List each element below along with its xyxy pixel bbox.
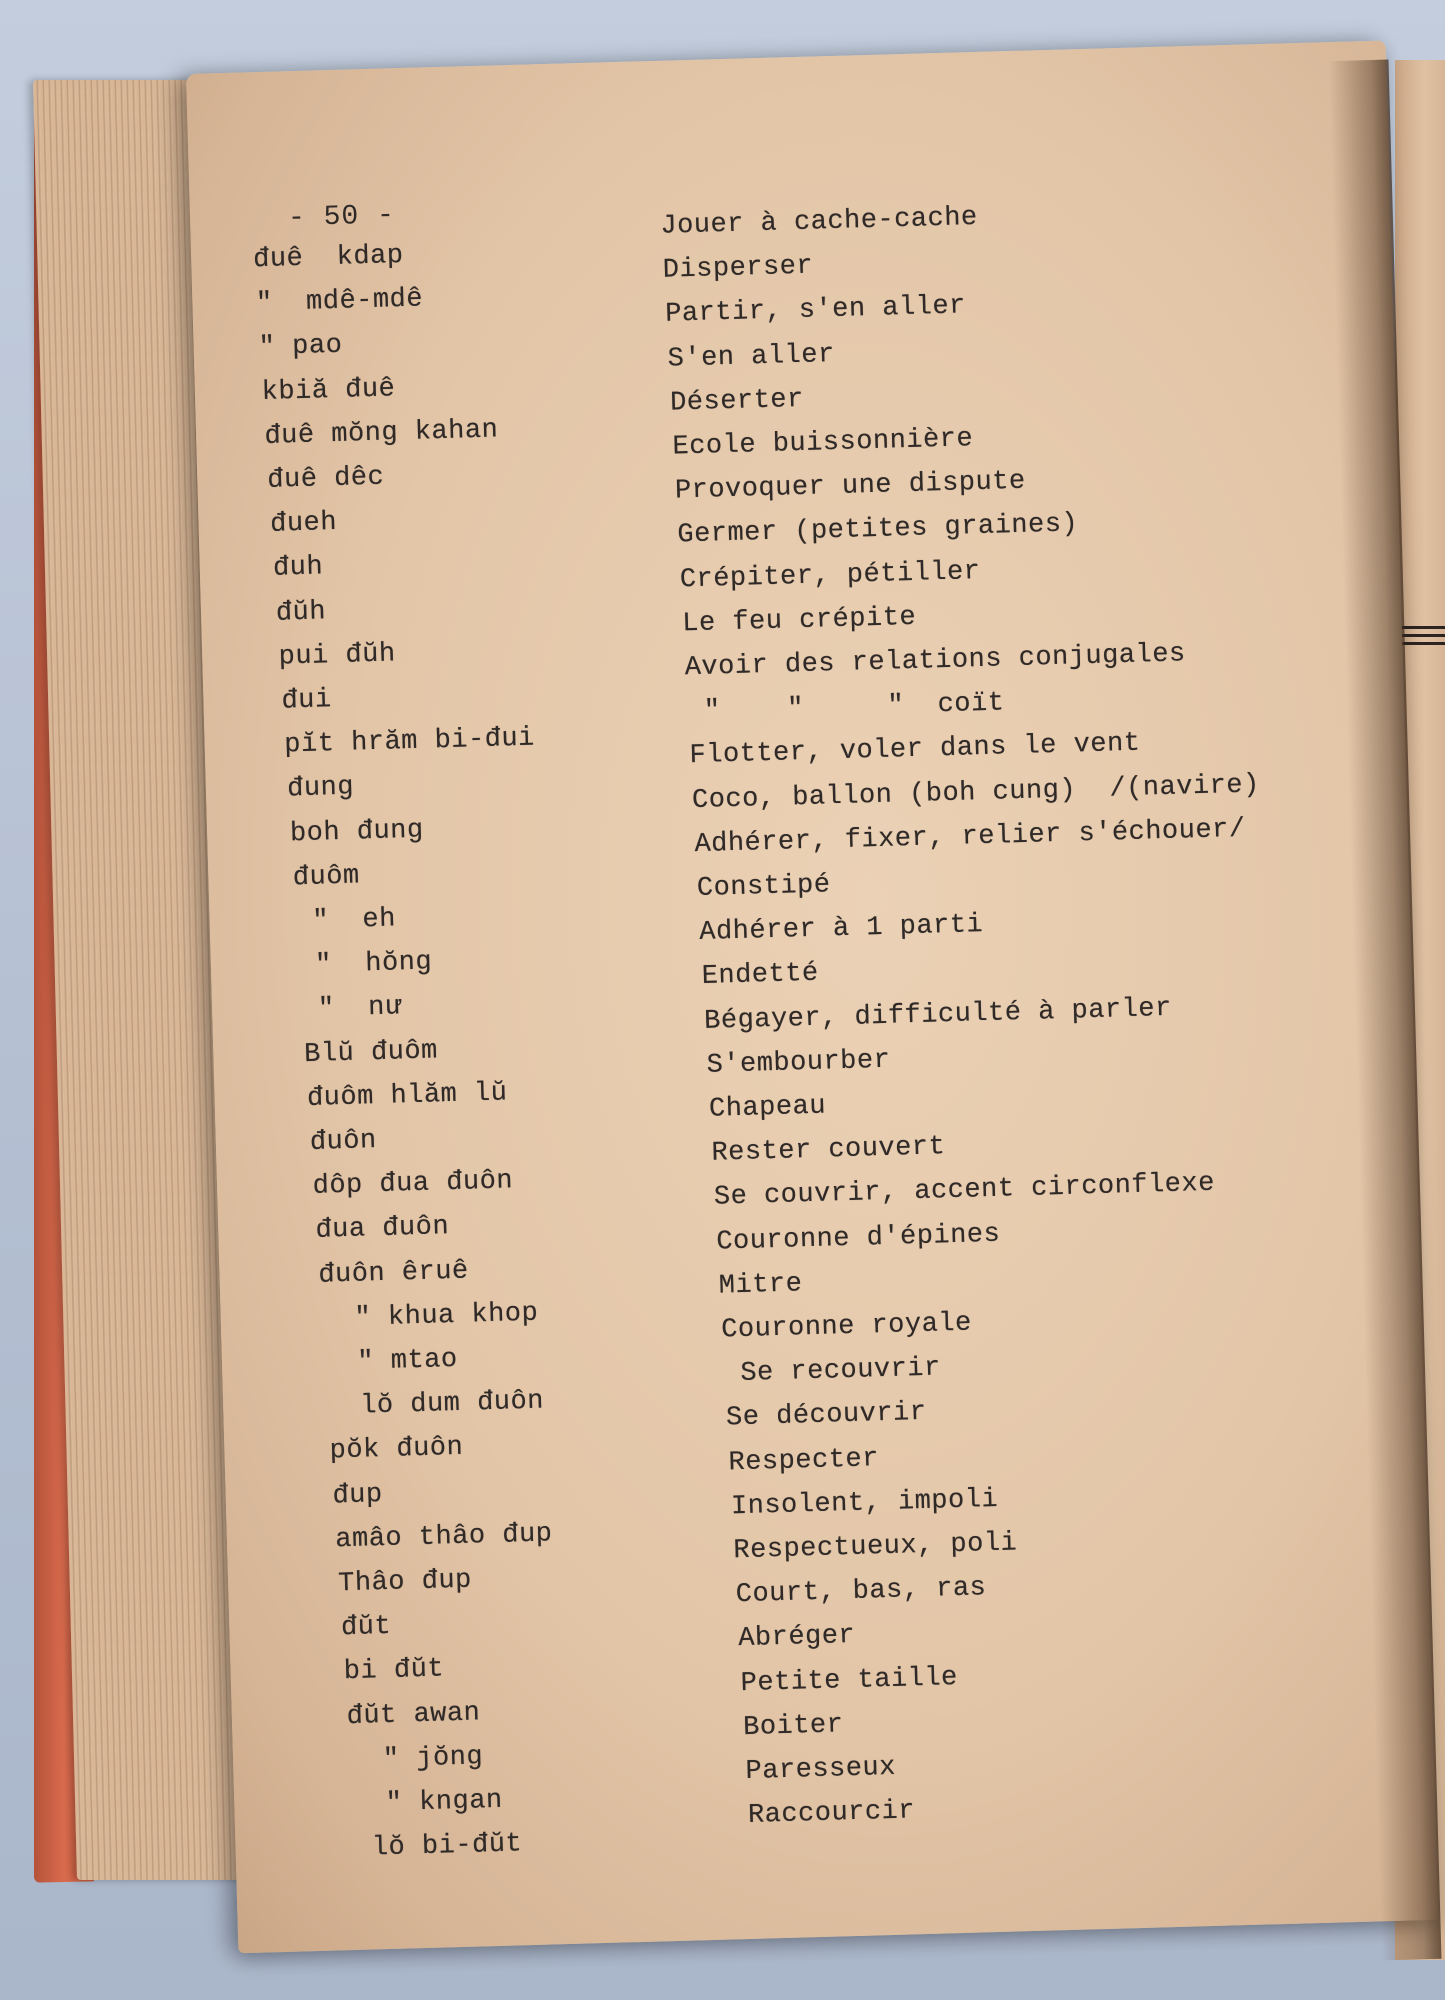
entry-meaning: Chapeau: [708, 1091, 827, 1125]
entry-term: đuôn: [309, 1126, 378, 1158]
entry-term: đuôm hlăm lŭ: [306, 1078, 508, 1114]
entry-term: đuôm: [292, 861, 361, 894]
entry-term: bi đŭt: [343, 1654, 445, 1688]
entry-meaning: Petite taille: [740, 1662, 959, 1699]
entry-term: kbiă đuê: [261, 373, 396, 408]
entry-term: Thâo đup: [337, 1565, 473, 1600]
entry-meaning: Ecole buissonnière: [672, 424, 974, 463]
entry-meaning: Partir, s'en aller: [664, 291, 967, 331]
entry-term: đueh: [269, 508, 338, 541]
entry-meaning: Adhérer à 1 parti: [698, 910, 984, 949]
entry-meaning: Couronne d'épines: [716, 1219, 1001, 1258]
entry-term: dôp đua đuôn: [312, 1166, 514, 1203]
entry-meaning: Crépiter, pétiller: [679, 556, 981, 595]
entry-meaning: Coco, ballon (boh cung) /(navire): [691, 769, 1261, 816]
entry-meaning: Abréger: [737, 1621, 856, 1655]
entry-term: boh đung: [289, 815, 425, 849]
entry-term: đŭh: [275, 596, 327, 629]
entry-meaning: " " " coït: [686, 688, 1005, 728]
entry-meaning: Constipé: [696, 870, 831, 905]
entry-term: " mtao: [323, 1344, 459, 1379]
entry-meaning: Raccourcir: [747, 1796, 916, 1832]
entry-meaning: S'embourber: [706, 1045, 891, 1081]
entry-term: đui: [281, 685, 333, 717]
entry-term: đuôn êruê: [317, 1256, 470, 1291]
entry-term: " kngan: [351, 1785, 504, 1821]
entry-term: Blŭ đuôm: [303, 1035, 439, 1070]
entry-term: pui đŭh: [278, 639, 397, 673]
entry-term: " jŏng: [349, 1742, 484, 1776]
entry-term: đung: [286, 772, 355, 805]
page-number: - 50 -: [287, 200, 396, 235]
entry-meaning: Jouer à cache-cache: [660, 202, 979, 242]
entry-meaning: Respecter: [728, 1443, 880, 1478]
dictionary-page: [186, 40, 1438, 1953]
entry-term: amâo thâo đup: [334, 1519, 553, 1556]
entry-meaning: Flotter, voler dans le vent: [689, 729, 1141, 772]
entry-term: " eh: [295, 904, 397, 938]
entry-meaning: Se découvrir: [725, 1398, 927, 1434]
entry-meaning: Se recouvrir: [723, 1353, 942, 1390]
entry-meaning: Germer (petites graines): [677, 509, 1079, 551]
entry-term: pĭt hrăm bi-đui: [283, 723, 536, 761]
entry-meaning: Le feu crépite: [681, 602, 917, 640]
entry-term: " mdê-mdê: [255, 284, 424, 320]
entry-meaning: Provoquer une dispute: [674, 466, 1027, 507]
entry-term: đŭt awan: [346, 1698, 481, 1732]
entry-meaning: Boiter: [742, 1710, 844, 1743]
entry-term: đup: [332, 1479, 384, 1512]
entry-term: đua đuôn: [315, 1212, 450, 1247]
entry-term: " nư: [300, 992, 402, 1026]
entry-meaning: Avoir des relations conjugales: [684, 639, 1187, 684]
entry-term: " pao: [258, 331, 343, 364]
entry-term: đuê dêc: [266, 462, 385, 496]
entry-term: đuê kdap: [252, 241, 404, 276]
entry-meaning: Couronne royale: [720, 1308, 973, 1346]
entry-term: pŏk đuôn: [329, 1433, 464, 1467]
entry-meaning: Adhérer, fixer, relier s'échouer/: [694, 814, 1246, 860]
entry-term: đŭt: [340, 1612, 392, 1644]
entry-meaning: Déserter: [669, 384, 805, 419]
entry-meaning: Insolent, impoli: [730, 1484, 999, 1523]
entry-meaning: Respectueux, poli: [733, 1528, 1018, 1567]
entry-term: " khua khop: [320, 1298, 539, 1335]
entry-meaning: Se couvrir, accent circonflexe: [713, 1169, 1216, 1214]
entry-meaning: Mitre: [718, 1269, 803, 1302]
entry-term: lŏ bi-đŭt: [354, 1829, 523, 1865]
entry-meaning: Endetté: [701, 959, 820, 993]
entry-term: " hŏng: [298, 947, 433, 982]
entry-meaning: S'en aller: [667, 339, 836, 375]
entry-meaning: Court, bas, ras: [735, 1573, 987, 1611]
entry-meaning: Paresseux: [745, 1752, 897, 1788]
entry-meaning: Bégayer, difficulté à parler: [703, 993, 1173, 1037]
entry-meaning: Rester couvert: [711, 1132, 946, 1169]
entry-term: đuê mŏng kahan: [264, 415, 499, 452]
entry-term: lŏ dum đuôn: [326, 1386, 545, 1423]
entry-meaning: Disperser: [662, 251, 814, 286]
entry-term: đuh: [272, 552, 324, 585]
